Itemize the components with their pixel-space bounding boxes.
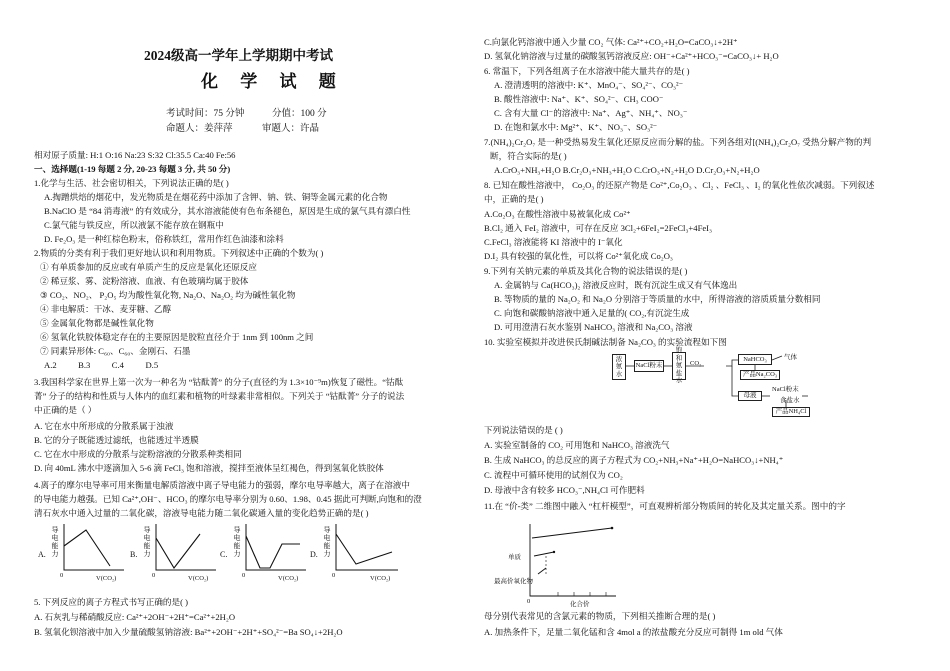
question-11: 11.在 “价-类” 二维图中融入 “杠杆模型”，可直观辨析部分物质间的转化及其定量关系。图中的字 [484,501,846,511]
q2-item-6: ⑥ 氢氧化铁胶体稳定存在的主要原因是胶粒直径介于 1nm 到 100nm 之间 [40,332,314,342]
flow-label-nacl: NaCl粉末 [772,386,799,393]
q8-option-d: D.I₂ 具有较强的氧化性，可以将 Co²⁺氧化成 Co₂O₃ [484,251,673,261]
question-4-cont: 的导电能力越强。已知 Ca²⁺,OH⁻、HCO₃ 的摩尔电导率分别为 0.60、1.98、0.45 据此可判断,向饱和的澄 [34,494,422,504]
q6-option-d: D. 在饱和氯水中: Mg²⁺、K⁺、NO₃⁻、SO₃²⁻ [494,122,658,132]
q2-item-1: ① 有单质参加的反应或有单质产生的反应是氧化还原反应 [40,262,257,272]
question-6: 6. 常温下，下列各组离子在水溶液中能大量共存的是( ) [484,66,690,76]
q2-item-4: ④ 非电解质：干冰、麦芽糖、乙醇 [40,304,172,314]
exam-subject: 化 学 试 题 [201,72,345,91]
q2-item-7: ⑦ 同素异形体: C₆₀、C₆₀、金刚石、石墨 [40,346,191,356]
question-10: 10. 实验室模拟并改进侯氏制碱法制备 Na₂CO₃ 的实验流程如下图 [484,337,727,347]
q3-option-b: B. 它的分子既能透过滤纸，也能透过半透膜 [34,435,199,445]
q1-option-b: B.NaClO 是 “84 消毒液” 的有效成分，其水溶液能使有色布条褪色，原因是生成的氯气具有漂白性 [44,206,411,216]
q9-option-b: B. 等物质的量的 Na₂O₂ 和 Na₂O 分别溶于等质量的水中，所得溶液的溶质质量分数相同 [494,294,821,304]
flow-label-saltwater: 食盐水 [780,397,800,404]
q3-option-a: A. 它在水中所形成的分散系属于浊液 [34,421,174,431]
flow-label-co2: CO₂ [690,360,702,367]
q3-option-d: D. 向 40mL 沸水中逐滴加入 5-6 滴 FeCl₃ 饱和溶液，搅拌至液体呈红褐色，得到氢氧化铁胶体 [34,463,384,473]
q9-option-c: C. 向饱和碳酸钠溶液中通入足量的( CO₂,有沉淀生成 [494,308,690,318]
lever-y-label-element: 单质 [508,554,521,561]
flow-box-nahco3: NaHCO₃ [738,354,772,365]
q10-prompt: 下列说法错误的是 ( ) [484,425,563,435]
q5-option-b: B. 氢氧化钡溶液中加入少量硫酸氢钠溶液: Ba²⁺+2OH⁻+2H⁺+SO₄²⁻=Ba SO₄↓+2H₂O [34,627,343,637]
graph-label: A. [38,550,46,559]
graph-y-label: 导电能力 [323,526,331,558]
graph-label: C. [220,550,228,559]
question-2: 2.物质的分类有利于我们更好地认识和利用物质。下列叙述中正确的个数为( ) [34,248,324,258]
q2-options: A.2 B.3 C.4 D.5 [44,360,159,370]
question-3-cont2: 中正确的是（ ） [34,405,97,415]
q1-option-c: C.氯气能与铁反应，所以液氯不能存放在钢瓶中 [44,220,224,230]
q11-option-a: A. 加热条件下，足量二氧化锰和含 4mol a 的浓盐酸充分反应可制得 1m old 气体 [484,627,783,637]
exam-reviewer: 审题人：许晶 [262,124,320,134]
graph-label: B. [130,550,138,559]
q6-option-c: C. 含有大量 Cl⁻的溶液中: Na⁺、Ag⁺、NH₄⁺、NO₃⁻ [494,108,688,118]
graph-origin: 0 [332,572,336,579]
question-8: 8. 已知在酸性溶液中， Co₂O₃ 的还原产物是 Co²⁺,Co₂O₃ 、Cl₂ 、FeCl₃ 、I₂ 的氧化性依次减弱。下列叙述 [484,180,875,190]
flow-box-product-nh4cl: 产品NH₄Cl [772,407,810,417]
question-3: 3.我国科学家在世界上第一次为一种名为 “钴酞菁” 的分子(直径约为 1.3×10⁻⁹m)恢复了磁性。“钴酞 [34,377,404,387]
q4-graph-c [220,522,310,586]
graph-label: D. [310,550,318,559]
graph-x-label: V(CO₂) [96,575,117,582]
question-5: 5. 下列反应的离子方程式书写正确的是( ) [34,597,188,607]
q1-option-d: D. Fe₂O₃ 是一种红棕色粉末，俗称铁红，常用作红色油漆和涂料 [44,234,284,244]
graph-x-label: V(CO₂) [188,575,209,582]
q11-lever-chart [494,518,618,608]
exam-author: 命题人：姜萍萍 [166,124,233,134]
q10-option-d: D. 母液中含有较多 HCO₃⁻,NH₄Cl 可作肥料 [484,485,645,495]
question-1: 1.化学与生活、社会密切相关，下列说法正确的是( ) [34,178,229,188]
question-4-cont2: 清石灰水中通入过量的二氧化碳，溶液导电能力随二氧化碳通入量的变化趋势正确的是( ) [34,508,369,518]
q7-options: A.CrO₃+NH₃+H₂O B.Cr₂O₃+NH₃+H₂O C.CrO₃+N₂+H₂O D.Cr₂O₃+N₂+H₂O [494,165,760,175]
q4-graph-a [38,522,128,586]
q2-item-2: ② 稀豆浆、雾、淀粉溶液、血液、有色玻璃均属于胶体 [40,276,249,286]
graph-x-label: V(CO₂) [370,575,391,582]
graph-origin: 0 [60,572,64,579]
exam-title: 2024级高一学年上学期期中考试 [144,48,333,63]
q4-graph-b [130,522,220,586]
q8-option-a: A.Co₂O₃ 在酸性溶液中易被氧化成 Co²⁺ [484,209,631,219]
graph-y-label: 导电能力 [143,526,151,558]
question-8-cont: 中，正确的是( ) [484,194,544,204]
question-7-cont: 断，符合实际的是( ) [490,151,567,161]
q10-option-a: A. 实验室制备的 CO₂ 可用饱和 NaHCO₃ 溶液洗气 [484,440,670,450]
q1-option-a: A.掏蹭烘焙的烟花中，发光物质是在烟花药中添加了含钾、钠、铁、铜等金属元素的化合物 [44,192,388,202]
graph-y-label: 导电能力 [51,526,59,558]
flow-box-mother-liquor: 母液 [738,391,762,401]
q6-option-b: B. 酸性溶液中: Na⁺、K⁺、SO₄²⁻、CH₃ COO⁻ [494,94,664,104]
flow-box-nacl: NaCl粉末 [634,360,664,372]
flow-label-gas: 气体 [784,354,797,361]
question-7: 7.(NH₄)₂Cr₂O₇ 是一种受热易发生氧化还原反应而分解的盐。下列各组对[(NH₄)₂Cr₂O₇ 受热分解产物的判 [484,137,872,147]
lever-origin: 0 [527,598,531,605]
question-9: 9.下列有关钠元素的单质及其化合物的说法错误的是( ) [484,266,688,276]
q9-option-a: A. 金属钠与 Ca(HCO₃)₂ 溶液反应时，既有沉淀生成又有气体逸出 [494,280,738,290]
question-11-cont: 母分别代表常见的含氯元素的物质，下列相关推断合理的是( ) [484,611,716,621]
graph-y-label: 导电能力 [233,526,241,558]
atomic-masses: 相对原子质量: H:1 O:16 Na:23 S:32 Cl:35.5 Ca:40 Fe:56 [34,150,236,160]
lever-x-label: 化合价 [570,601,590,608]
q3-option-c: C. 它在水中形成的分散系与淀粉溶液的分散系种类相同 [34,449,242,459]
q2-item-3: ③ CO₂、NO₂、 P₂O₅ 均为酸性氧化物, Na₂O、Na₂O₂ 均为碱性氧化物 [40,290,296,300]
q10-flow-diagram [612,347,812,418]
graph-x-label: V(CO₂) [278,575,299,582]
q2-item-5: ⑤ 金属氧化物都是碱性氧化物 [40,318,154,328]
q4-graph-d [310,522,402,586]
graph-origin: 0 [242,572,246,579]
q5-option-d: D. 氢氧化钠溶液与过量的碳酸氢钙溶液反应: OH⁻+Ca²⁺+HCO₃⁻=CaCO₃↓+ H₂O [484,51,779,61]
q6-option-a: A. 澄清透明的溶液中: K⁺、MnO₄⁻、SO₄²⁻、CO₃²⁻ [494,80,684,90]
question-3-cont: 菁” 分子的结构和性质与人体内的血红素和植物的叶绿素非常相似。下列关于 “钴酞菁” 分子的说法 [34,391,405,401]
q8-option-c: C.FeCl₃ 溶液能将 KI 溶液中的 I⁻氧化 [484,237,623,247]
q8-option-b: B.Cl₂ 通入 FeI₂ 溶液中，可存在反应 3Cl₂+6FeI₂=2FeCl₃+4FeI₃ [484,223,713,233]
q5-option-a: A. 石灰乳与稀硝酸反应: Ca²⁺+2OH⁻+2H⁺=Ca²⁺+2H₂O [34,612,236,622]
lever-y-label-oxide: 最高价氧化物 [494,578,533,585]
q5-option-c: C.向氯化钙溶液中通入少量 CO₂ 气体: Ca²⁺+CO₂+H₂O=CaCO₃↓+2H⁺ [484,37,738,47]
exam-time: 考试时间：75 分钟 [166,109,245,119]
question-4: 4.离子的摩尔电导率可用来衡量电解质溶液中离子导电能力的强弱，摩尔电导率越大，离子在溶液中 [34,480,410,490]
exam-score: 分值：100 分 [272,109,327,119]
q10-option-c: C. 流程中可循环使用的试剂仅为 CO₂ [484,470,623,480]
flow-box-ammonia: 浓氨水 [612,354,626,380]
flow-box-brine: 饱和氨盐水 [672,352,686,380]
graph-origin: 0 [152,572,156,579]
flow-box-product-na2co3: 产品Na₂CO₃ [740,370,780,380]
q9-option-d: D. 可用澄清石灰水鉴别 NaHCO₃ 溶液和 Na₂CO₃ 溶液 [494,322,693,332]
q10-option-b: B. 生成 NaHCO₃ 的总反应的离子方程式为 CO₂+NH₃+Na⁺+H₂O=NaHCO₃↓+NH₄⁺ [484,455,784,465]
section-heading: 一、选择题(1-19 每题 2 分, 20-23 每题 3 分, 共 50 分) [34,164,231,174]
